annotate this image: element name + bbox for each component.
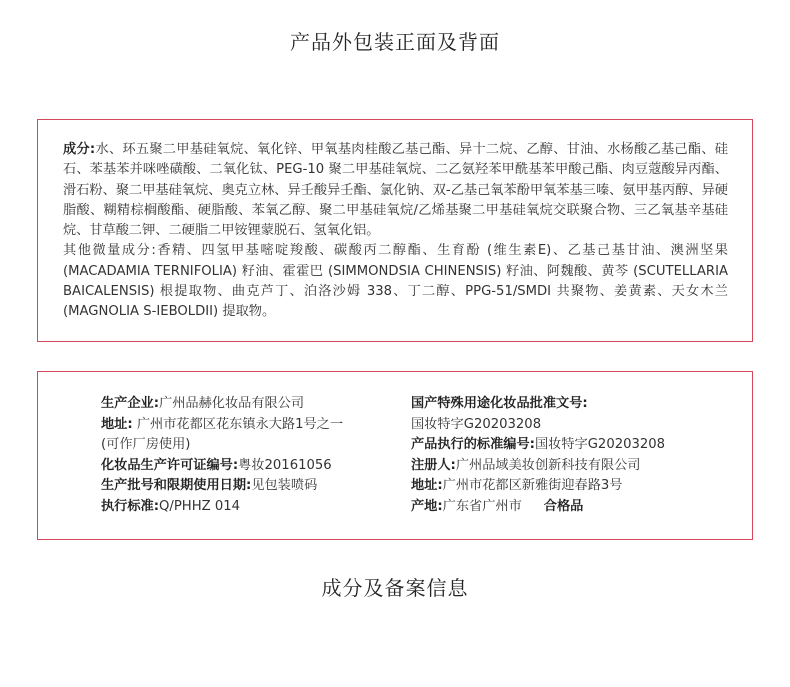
qualified-label: 合格品 (543, 498, 584, 514)
ingredients-paragraph (63, 140, 728, 241)
info-row-standard-number (411, 435, 731, 456)
info-row-license (101, 456, 391, 477)
info-row-address (101, 415, 391, 436)
minor-ingredients-text: 香精、四氢甲基嘧啶羧酸、碳酸丙二醇酯、生育酚 (维生素E)、乙基己基甘油、澳洲坚果 (MACADAMIA TERNIFOLIA) 籽油、霍霍巴 (SIMMONDSIA CHINENSIS) 籽油、阿魏酸、黄芩 (SCUTELLARIA BAICALENSIS) 根提取物、曲克芦丁、泊洛沙姆 338、丁二醇、PPG-51/SMDI 共聚物、姜黄素、天女木兰 (MAGNOLIA S-IEBOLDII) 提取物。 (63, 243, 728, 320)
info-value: 广州市花都区新雅街迎春路3号 (442, 478, 623, 494)
info-key: 执行标准: (101, 498, 160, 514)
info-row-registrant (411, 456, 731, 477)
info-row-approval-label (411, 394, 731, 415)
info-row-registrant-address (411, 476, 731, 497)
info-value: 粤妆20161056 (238, 457, 332, 473)
info-key: 生产批号和限期使用日期: (101, 478, 252, 494)
info-row-batch-expiry (101, 476, 391, 497)
ingredients-text: 水、环五聚二甲基硅氧烷、氧化锌、甲氧基肉桂酸乙基己酯、异十二烷、乙醇、甘油、水杨酸乙基己酯、硅石、苯基苯并咪唑磺酸、二氧化钛、PEG-10 聚二甲基硅氧烷、二乙氨羟苯甲酰基苯甲酸己酯、肉豆蔻酸异丙酯、滑石粉、聚二甲基硅氧烷、奥克立林、异壬酸异壬酯、氯化钠、双-乙基己氧苯酚甲氧苯基三嗪、氨甲基丙醇、异硬脂酸、糊精棕榈酸酯、硬脂酸、苯氧乙醇、聚二甲基硅氧烷/乙烯基聚二甲基硅氧烷交联聚合物、三乙氧基辛基硅烷、甘草酸二钾、二硬脂二甲铵锂蒙脱石、氢氧化铝。 (63, 142, 728, 239)
info-key: 产地: (411, 498, 443, 514)
info-row-standard (101, 497, 391, 518)
info-value: Q/PHHZ 014 (159, 498, 241, 514)
info-value: 广州品赫化妆品有限公司 (159, 396, 305, 411)
info-row-address-note (101, 435, 391, 456)
registration-info-panel (37, 371, 753, 540)
info-value: 国妆特字G20203208 (411, 416, 542, 432)
info-value: 广东省广州市 (442, 498, 522, 514)
info-key: 产品执行的标准编号: (411, 437, 535, 453)
info-row-manufacturer (101, 394, 391, 415)
minor-ingredients-label: 其他微量成分: (63, 243, 156, 259)
info-key: 生产企业: (101, 396, 160, 411)
info-key: 化妆品生产许可证编号: (101, 457, 239, 473)
manufacturer-info-column (101, 394, 391, 518)
info-key: 注册人: (411, 457, 456, 473)
info-row-approval-number (411, 415, 731, 436)
info-value: 国妆特字G20203208 (534, 437, 666, 453)
page-title: 产品外包装正面及背面 (290, 30, 500, 54)
info-value: 广州品域美妆创新科技有限公司 (455, 457, 641, 473)
info-value: 广州市花都区花东镇永大路1号之一 (132, 416, 344, 432)
registration-info-column (411, 394, 731, 518)
minor-ingredients-paragraph (63, 241, 728, 322)
ingredients-label: 成分: (63, 142, 96, 157)
info-value: 见包装喷码 (251, 478, 318, 494)
info-value: (可作厂房使用) (101, 437, 191, 453)
info-key: 地址: (101, 416, 133, 432)
info-key: 国产特殊用途化妆品批准文号: (411, 396, 588, 411)
info-row-origin (411, 497, 731, 518)
section-title: 成分及备案信息 (321, 576, 469, 600)
ingredients-panel (37, 119, 753, 342)
info-key: 地址: (411, 478, 443, 494)
